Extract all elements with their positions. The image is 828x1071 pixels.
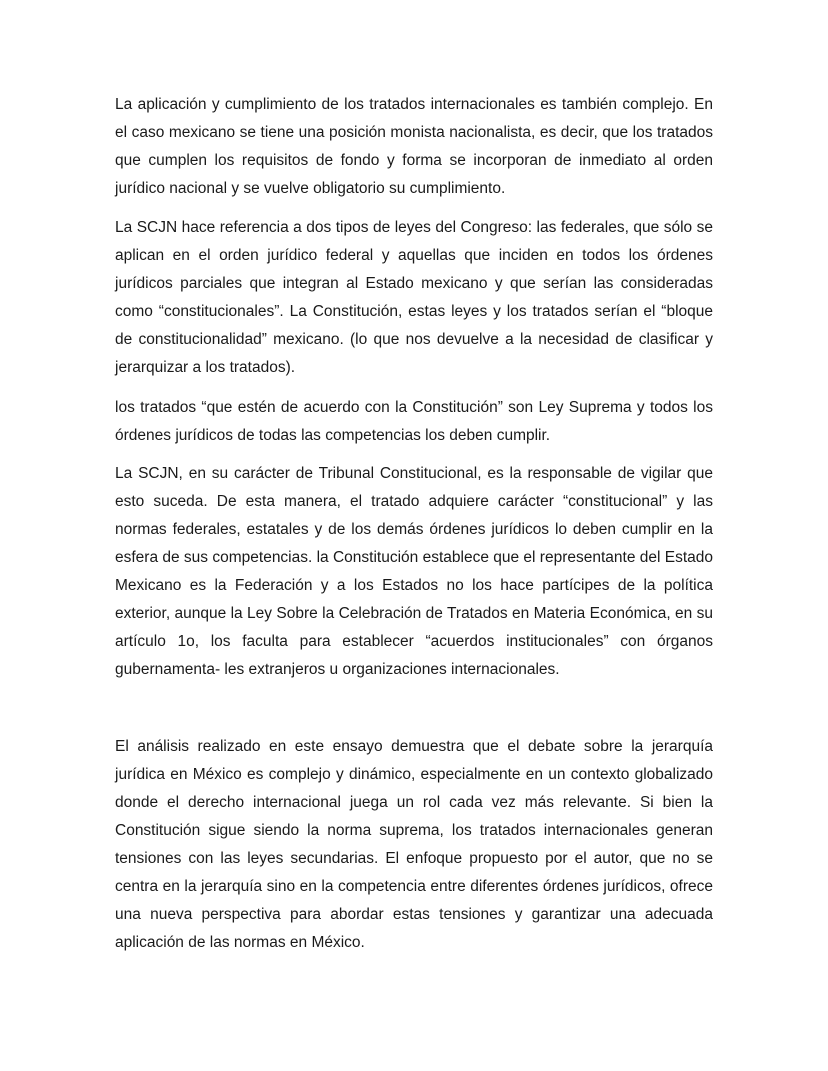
- paragraph-congress-laws: La SCJN hace referencia a dos tipos de leyes del Congreso: las federales, que sólo se aplican en el orden jurídico federal y aquellas que inciden en todos los órdenes jurídicos parciales que integran al Estado mexicano y que serían las consideradas como “constitucionales”. La Constitución, estas leyes y los tratados serían el “bloque de constitucionalidad” mexicano. (lo que nos devuelve a la necesidad de clasificar y jerarquizar a los tratados).: [115, 219, 713, 376]
- paragraph-constitutional-court: La SCJN, en su carácter de Tribunal Constitucional, es la responsable de vigilar que esto suceda. De esta manera, el tratado adquiere carácter “constitucional” y las normas federales, estatales y de los demás órdenes jurídicos lo deben cumplir en la esfera de sus competencias. la Constitución establece que el representante del Estado Mexicano es la Federación y a los Estados no los hace partícipes de la política exterior, aunque la Ley Sobre la Celebración de Tratados en Materia Económica, en su artículo 1o, los faculta para establecer “acuerdos institucionales” con órganos gubernamenta- les extranjeros u organizaciones internacionales.: [115, 465, 713, 678]
- paragraph-treaty-application: La aplicación y cumplimiento de los tratados internacionales es también complejo. En el caso mexicano se tiene una posición monista nacionalista, es decir, que los tratados que cumplen los requisitos de fondo y forma se incorporan de inmediato al orden jurídico nacional y se vuelve obligatorio su cumplimiento.: [115, 96, 713, 197]
- paragraph-supreme-law: los tratados “que estén de acuerdo con la Constitución” son Ley Suprema y todos los órdenes jurídicos de todas las competencias los deben cumplir.: [115, 399, 713, 444]
- paragraph-conclusion: El análisis realizado en este ensayo demuestra que el debate sobre la jerarquía jurídica en México es complejo y dinámico, especialmente en un contexto globalizado donde el derecho internacional juega un rol cada vez más relevante. Si bien la Constitución sigue siendo la norma suprema, los tratados internacionales generan tensiones con las leyes secundarias. El enfoque propuesto por el autor, que no se centra en la jerarquía sino en la competencia entre diferentes órdenes jurídicos, ofrece una nueva perspectiva para abordar estas tensiones y garantizar una adecuada aplicación de las normas en México.: [115, 738, 713, 951]
